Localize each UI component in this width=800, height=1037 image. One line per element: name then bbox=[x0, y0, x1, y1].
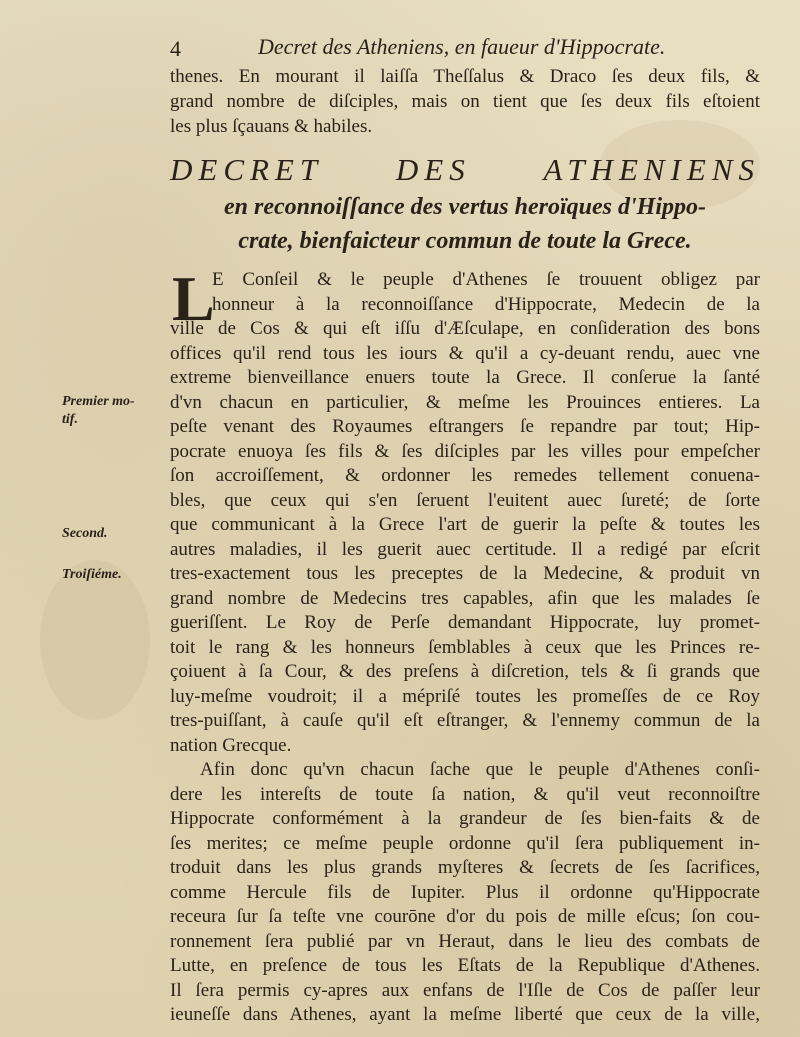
text-line: ſes merites; ce meſme peuple ordonne qu'il ſera publiquement in- bbox=[170, 832, 760, 854]
text-line: gueriſſent. Le Roy de Perſe demandant Hippocrate, luy promet- bbox=[170, 612, 760, 633]
text-line: d'vn chacun en particulier, & meſme les Prouinces entieres. La bbox=[170, 391, 760, 413]
text-line: comme Hercule fils de Iupiter. Plus il ordonne qu'Hippocrate bbox=[170, 881, 760, 903]
text-line: çoiuent à ſa Cour, & des preſens à diſcretion, tels & ſi grands que bbox=[170, 661, 760, 682]
text-line: grand nombre de diſciples, mais on tient que ſes deux fils eſtoient bbox=[170, 91, 760, 112]
text-line: ronnement ſera publié par vn Heraut, dans le lieu des combats de bbox=[170, 930, 760, 952]
text-line: Lutte, en preſence de tous les Eſtats de la Republique d'Athenes. bbox=[170, 955, 760, 976]
text-line: que communicant à la Grece l'art de guerir la peſte & toutes les bbox=[170, 514, 760, 535]
page-number: 4 bbox=[170, 36, 181, 61]
text-line: honneur à la reconnoiſſance d'Hippocrate, Medecin de la bbox=[212, 293, 760, 315]
decree-body bbox=[170, 263, 760, 1028]
text-line: les plus ſçauans & habiles. bbox=[170, 116, 373, 137]
text-line: ville de Cos & qui eſt iſſu d'Æſculape, en conſideration des bons bbox=[170, 318, 760, 339]
title-sub-line: en reconnoiſſance des vertus heroïques d'Hippo- bbox=[224, 194, 706, 220]
margin-note-premier-cont: tif. bbox=[62, 412, 78, 427]
text-line: Afin donc qu'vn chacun ſache que le peuple d'Athenes conſi- bbox=[200, 759, 760, 780]
text-line: tres-exactement tous les preceptes de la Medecine, & produit vn bbox=[170, 563, 760, 584]
text-line: offices qu'il rend tous les iours & qu'il a cy-deuant rendu, auec vne bbox=[170, 342, 760, 364]
drop-cap: L bbox=[172, 263, 215, 334]
margin-note-second: Second. bbox=[62, 526, 108, 541]
text-line: tres-puiſſant, à cauſe qu'il eſt eſtranger, & l'ennemy commun de la bbox=[170, 710, 760, 731]
text-line: luy-meſme voudroit; il a mépriſé toutes les promeſſes de ce Roy bbox=[170, 685, 760, 707]
title-sub-line: crate, bienfaicteur commun de toute la Grece. bbox=[238, 228, 692, 254]
text-line: ſon accroiſſement, & ordonner les remedes tellement conuena- bbox=[170, 465, 760, 486]
text-line: peſte venant des Royaumes eſtrangers ſe repandre par tout; Hip- bbox=[170, 416, 760, 437]
text-line: troduit dans les plus grands myſteres & ſecrets de ſes ſacrifices, bbox=[170, 857, 760, 878]
title-main: DECRET DES ATHENIENS bbox=[170, 152, 760, 187]
text-line: extreme bienveillance enuers toute la Grece. Il conſerue la ſanté bbox=[170, 367, 760, 388]
text-line: nation Grecque. bbox=[170, 734, 292, 756]
text-line: dere les intereſts de toute ſa nation, & qu'il veut reconnoiſtre bbox=[170, 783, 760, 805]
paper-stain bbox=[40, 560, 150, 720]
text-line: ieuneſſe dans Athenes, ayant la meſme liberté que ceux de la ville, bbox=[170, 1004, 760, 1025]
text-line: bles, que ceux qui s'en ſeruent l'euitent auec ſureté; de ſorte bbox=[170, 489, 760, 511]
margin-note-troisieme: Troiſiéme. bbox=[62, 567, 122, 582]
text-line: autres maladies, il les guerit auec certitude. Il a redigé par eſcrit bbox=[170, 538, 760, 560]
text-line: Hippocrate conformément à la grandeur de ſes bien-faits & de bbox=[170, 808, 760, 829]
page-header bbox=[170, 34, 770, 64]
text-line: Il ſera permis cy-apres aux enfans de l'Iſle de Cos de paſſer leur bbox=[170, 979, 760, 1001]
text-line: E Conſeil & le peuple d'Athenes ſe trouuent obligez par bbox=[212, 269, 760, 290]
text-line: pocrate enuoya ſes fils & ſes diſciples par les villes pour empeſcher bbox=[170, 440, 760, 462]
text-line: thenes. En mourant il laiſſa Theſſalus & Draco ſes deux fils, & bbox=[170, 66, 760, 87]
section-title bbox=[170, 150, 760, 258]
text-line: toit le rang & les honneurs ſemblables à ceux que les Princes re- bbox=[170, 636, 760, 658]
running-head: Decret des Atheniens, en faueur d'Hippocrate. bbox=[258, 34, 666, 59]
margin-note-premier: Premier mo- bbox=[62, 394, 135, 409]
text-line: grand nombre de Medecins tres capables, afin que les malades ſe bbox=[170, 587, 760, 609]
intro-paragraph bbox=[170, 64, 760, 139]
text-line: receura ſur ſa teſte vne courōne d'or du pois de mille eſcus; ſon cou- bbox=[170, 906, 760, 927]
